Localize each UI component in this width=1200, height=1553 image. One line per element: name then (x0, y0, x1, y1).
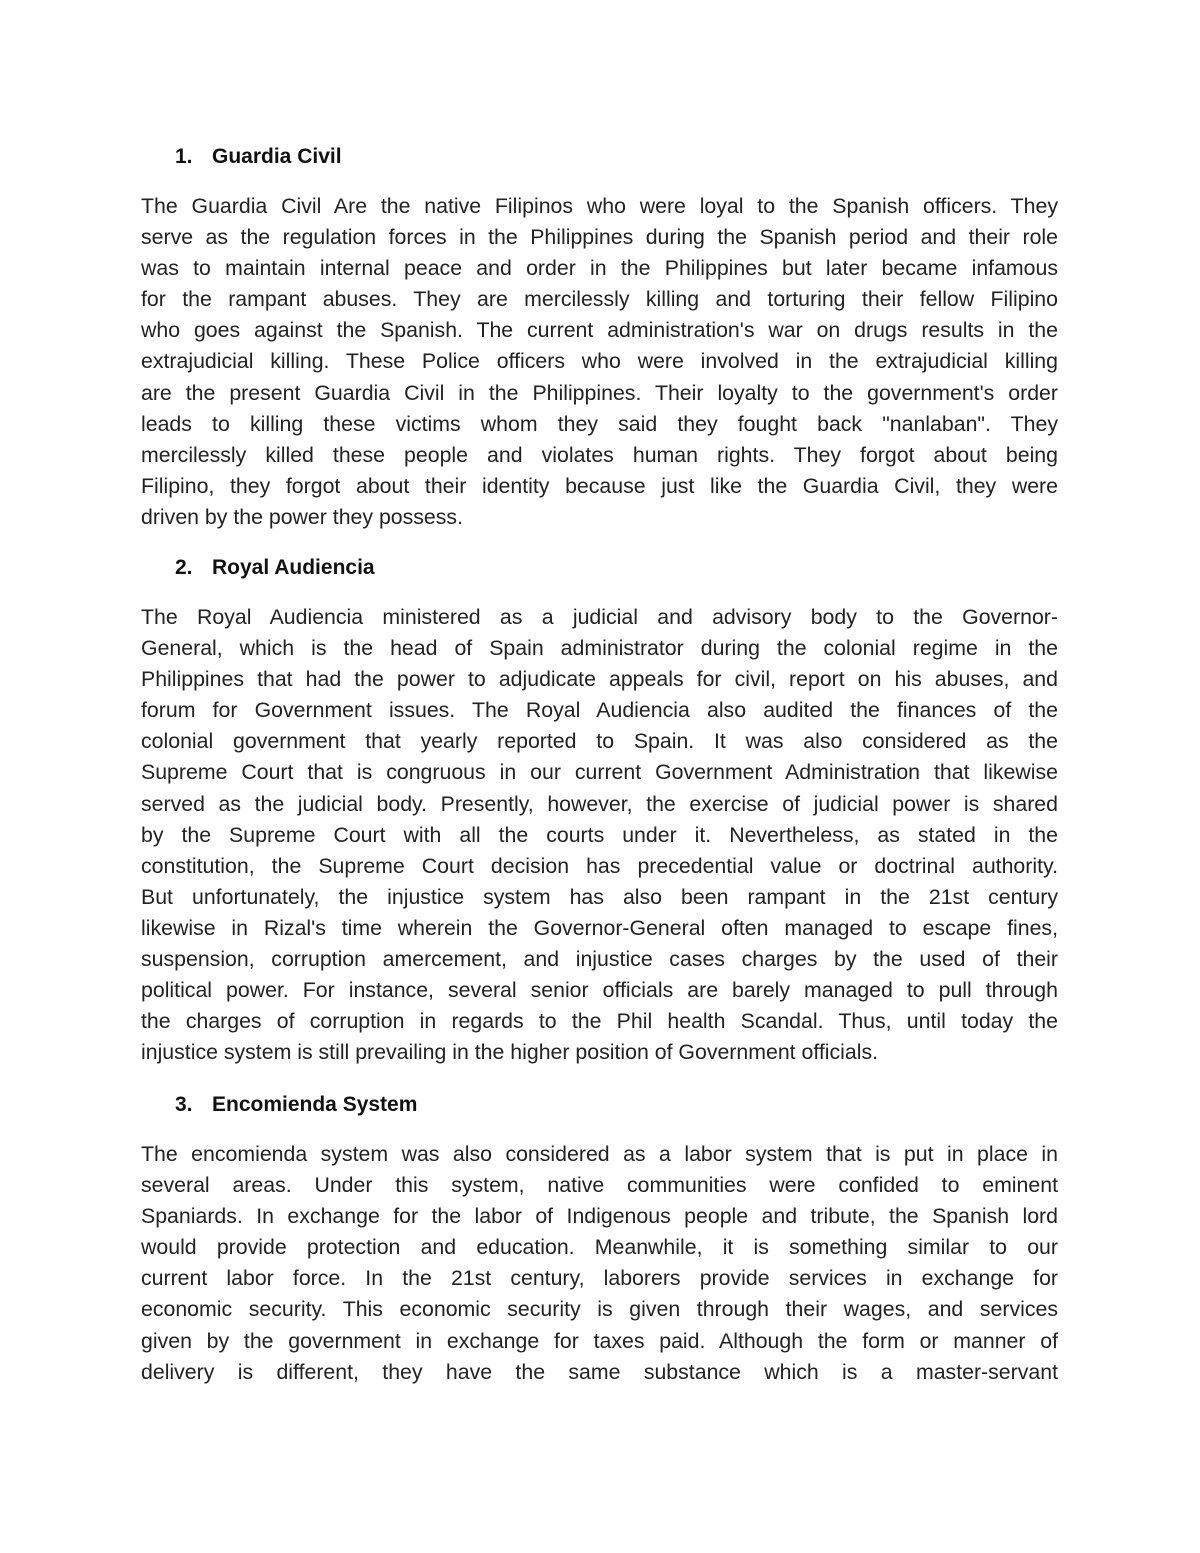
text-line: The Guardia Civil Are the native Filipinos who were loyal to the Spanish officers. They (141, 194, 1058, 218)
section-heading (175, 552, 375, 583)
text-line: suspension, corruption amercement, and injustice cases charges by the used of their (141, 947, 1058, 972)
text-line: political power. For instance, several senior officials are barely managed to pull through (141, 978, 1058, 1003)
text-line: leads to killing these victims whom they said they fought back "nanlaban". They (141, 411, 1058, 436)
text-line: driven by the power they possess. (141, 504, 463, 529)
section-heading (175, 141, 342, 172)
text-line: given by the government in exchange for taxes paid. Although the form or manner of (141, 1328, 1058, 1353)
paragraph (141, 602, 1058, 1068)
paragraph (141, 191, 1058, 533)
text-line: The encomienda system was also considered as a labor system that is put in place in (141, 1142, 1058, 1166)
heading-title: Guardia Civil (212, 145, 342, 168)
text-line: forum for Government issues. The Royal Audiencia also audited the finances of the (141, 698, 1058, 723)
text-line: economic security. This economic security is given through their wages, and services (141, 1297, 1058, 1322)
text-line: Supreme Court that is congruous in our current Government Administration that likewise (141, 760, 1058, 785)
text-line: the charges of corruption in regards to the Phil health Scandal. Thus, until today the (141, 1009, 1058, 1034)
text-line: several areas. Under this system, native communities were confided to eminent (141, 1173, 1058, 1198)
text-line: served as the judicial body. Presently, however, the exercise of judicial power is shared (141, 791, 1058, 816)
text-line: current labor force. In the 21st century, laborers provide services in exchange for (141, 1266, 1058, 1291)
text-line: General, which is the head of Spain administrator during the colonial regime in the (141, 636, 1058, 661)
heading-title: Royal Audiencia (212, 556, 375, 579)
text-line: would provide protection and education. Meanwhile, it is something similar to our (141, 1235, 1058, 1260)
section-heading (175, 1089, 417, 1120)
text-line: mercilessly killed these people and violates human rights. They forgot about being (141, 442, 1058, 467)
text-line: serve as the regulation forces in the Philippines during the Spanish period and their role (141, 225, 1058, 250)
text-line: are the present Guardia Civil in the Philippines. Their loyalty to the government's order (141, 380, 1058, 405)
text-line: colonial government that yearly reported to Spain. It was also considered as the (141, 729, 1058, 754)
text-line: Philippines that had the power to adjudicate appeals for civil, report on his abuses, and (141, 667, 1058, 692)
heading-number: 3. (175, 1093, 193, 1116)
text-line: who goes against the Spanish. The current administration's war on drugs results in the (141, 318, 1058, 343)
text-line: The Royal Audiencia ministered as a judicial and advisory body to the Governor- (141, 605, 1058, 629)
text-line: by the Supreme Court with all the courts under it. Nevertheless, as stated in the (141, 822, 1058, 847)
text-line: extrajudicial killing. These Police officers who were involved in the extrajudicial killing (141, 349, 1058, 374)
text-line: injustice system is still prevailing in the higher position of Government officials. (141, 1040, 879, 1065)
text-line: Spaniards. In exchange for the labor of Indigenous people and tribute, the Spanish lord (141, 1204, 1058, 1229)
text-line: for the rampant abuses. They are mercilessly killing and torturing their fellow Filipino (141, 287, 1058, 312)
text-line: was to maintain internal peace and order in the Philippines but later became infamous (141, 256, 1058, 281)
text-line: But unfortunately, the injustice system has also been rampant in the 21st century (141, 884, 1058, 909)
heading-number: 1. (175, 145, 193, 168)
text-line: Filipino, they forgot about their identity because just like the Guardia Civil, they were (141, 473, 1058, 498)
text-line: constitution, the Supreme Court decision has precedential value or doctrinal authority. (141, 853, 1058, 878)
paragraph (141, 1139, 1058, 1388)
heading-number: 2. (175, 556, 193, 579)
text-line: likewise in Rizal's time wherein the Governor-General often managed to escape fines, (141, 915, 1058, 940)
text-line: delivery is different, they have the same substance which is a master-servant (141, 1359, 1058, 1384)
heading-title: Encomienda System (212, 1093, 418, 1116)
